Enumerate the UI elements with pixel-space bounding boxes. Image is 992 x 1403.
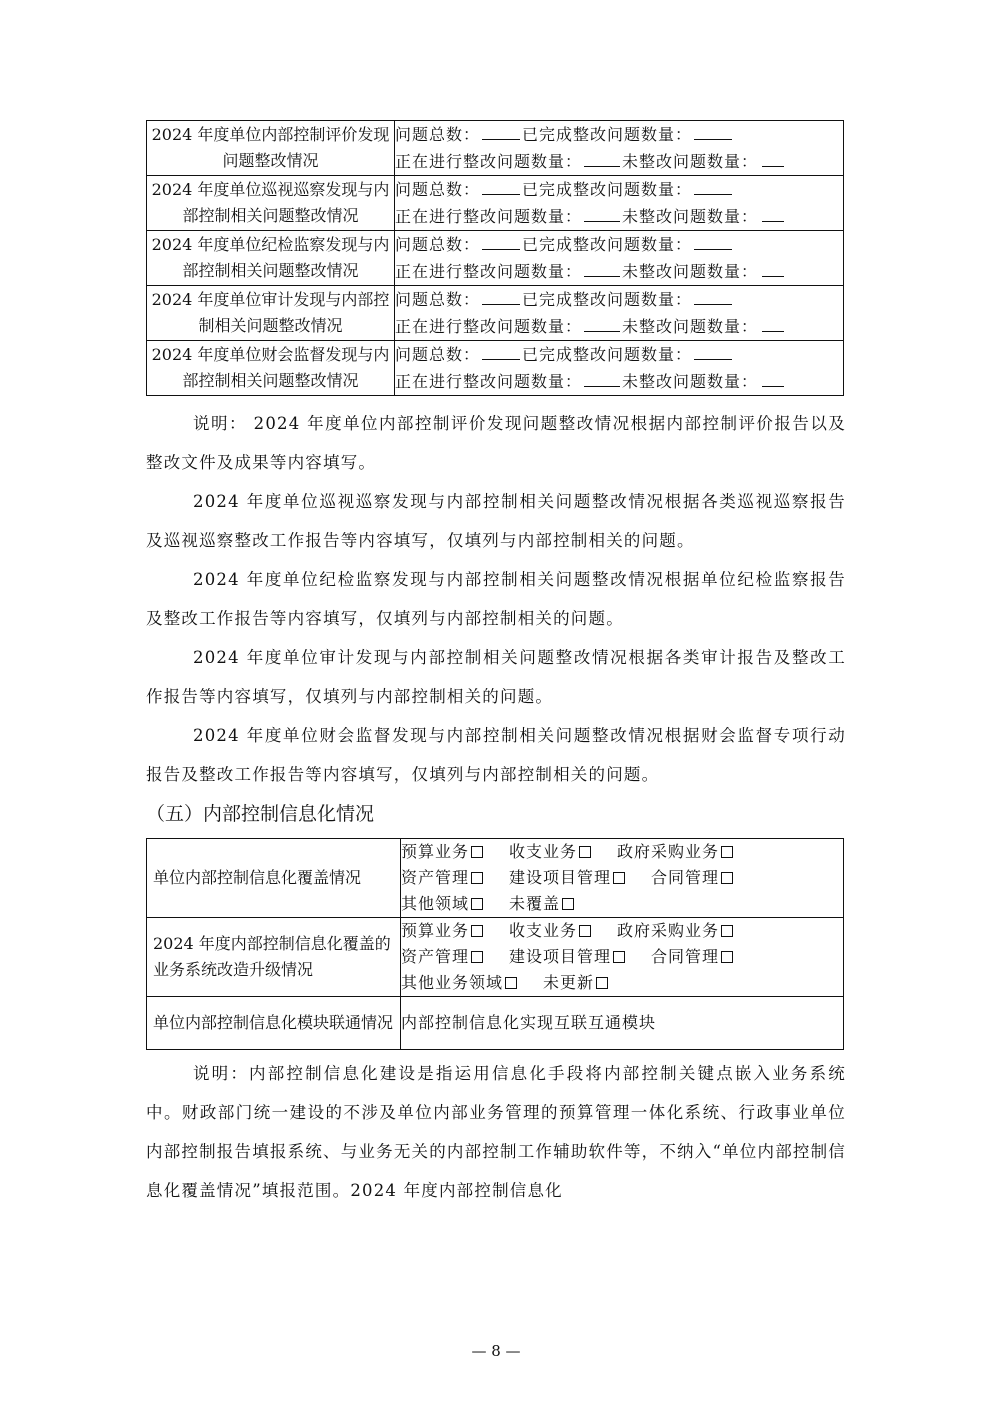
- row-label: 2024 年度单位审计发现与内部控制相关问题整改情况: [147, 286, 395, 341]
- total-blank[interactable]: [482, 341, 520, 360]
- option-label: 政府采购业务: [617, 842, 720, 861]
- note-paragraph-4: 2024 年度单位审计发现与内部控制相关问题整改情况根据各类审计报告及整改工作报告等内容填写，仅填列与内部控制相关的问题。: [146, 648, 846, 706]
- option-label: 建设项目管理: [509, 868, 612, 887]
- in-progress-label: 正在进行整改问题数量：: [395, 152, 583, 171]
- option-item[interactable]: [509, 842, 591, 861]
- not-rectified-blank[interactable]: [762, 313, 784, 332]
- checkbox[interactable]: [471, 898, 483, 910]
- total-label: 问题总数：: [395, 180, 481, 199]
- checkbox[interactable]: [613, 872, 625, 884]
- option-label: 未覆盖: [509, 894, 561, 913]
- table-row: [147, 231, 844, 286]
- option-item[interactable]: [401, 973, 517, 992]
- module-text: 内部控制信息化实现互联互通模块: [401, 997, 844, 1050]
- in-progress-label: 正在进行整改问题数量：: [395, 207, 583, 226]
- total-blank[interactable]: [482, 121, 520, 140]
- note-paragraph-5: 2024 年度单位财会监督发现与内部控制相关问题整改情况根据财会监督专项行动报告及整改工作报告等内容填写，仅填列与内部控制相关的问题。: [146, 726, 846, 784]
- total-blank[interactable]: [482, 286, 520, 305]
- row-label: 单位内部控制信息化覆盖情况: [147, 839, 401, 918]
- note-paragraph-3: 2024 年度单位纪检监察发现与内部控制相关问题整改情况根据单位纪检监察报告及整改工作报告等内容填写，仅填列与内部控制相关的问题。: [146, 570, 846, 628]
- options-cell: [401, 918, 844, 997]
- option-label: 收支业务: [509, 842, 578, 861]
- option-item[interactable]: [617, 921, 733, 940]
- not-rectified-label: 未整改问题数量：: [622, 152, 759, 171]
- note-paragraph-6: 说明：内部控制信息化建设是指运用信息化手段将内部控制关键点嵌入业务系统中。财政部门统一建设的不涉及单位内部业务管理的预算管理一体化系统、行政事业单位内部控制报告填报系统、与业务无关的内部控制工作辅助软件等，不纳入“单位内部控制信息化覆盖情况”填报范围。2024 年度内部控制信息化: [146, 1064, 846, 1200]
- total-label: 问题总数：: [395, 235, 481, 254]
- option-label: 预算业务: [401, 921, 470, 940]
- option-label: 资产管理: [401, 947, 470, 966]
- table-row: [147, 176, 844, 231]
- option-item[interactable]: [543, 973, 608, 992]
- in-progress-blank[interactable]: [584, 313, 620, 332]
- note-paragraph-1: 说明： 2024 年度单位内部控制评价发现问题整改情况根据内部控制评价报告以及整改文件及成果等内容填写。: [146, 414, 846, 472]
- table-row: [147, 918, 844, 997]
- checkbox[interactable]: [596, 977, 608, 989]
- section-heading: （五）内部控制信息化情况: [146, 803, 375, 825]
- informatization-table: [146, 838, 844, 1050]
- count-fields: [395, 231, 844, 286]
- checkbox[interactable]: [721, 872, 733, 884]
- option-item[interactable]: [509, 921, 591, 940]
- not-rectified-blank[interactable]: [762, 368, 784, 387]
- count-fields: [395, 341, 844, 396]
- completed-label: 已完成整改问题数量：: [522, 125, 693, 144]
- checkbox[interactable]: [471, 925, 483, 937]
- in-progress-label: 正在进行整改问题数量：: [395, 262, 583, 281]
- in-progress-blank[interactable]: [584, 203, 620, 222]
- rectification-table: [146, 120, 844, 396]
- completed-blank[interactable]: [694, 121, 732, 140]
- table-row: [147, 839, 844, 918]
- total-label: 问题总数：: [395, 290, 481, 309]
- in-progress-blank[interactable]: [584, 368, 620, 387]
- option-label: 其他领域: [401, 894, 470, 913]
- row-label: 2024 年度单位纪检监察发现与内部控制相关问题整改情况: [147, 231, 395, 286]
- option-label: 合同管理: [651, 868, 720, 887]
- completed-blank[interactable]: [694, 341, 732, 360]
- not-rectified-label: 未整改问题数量：: [622, 207, 759, 226]
- not-rectified-blank[interactable]: [762, 258, 784, 277]
- option-item[interactable]: [401, 947, 483, 966]
- total-label: 问题总数：: [395, 345, 481, 364]
- option-item[interactable]: [509, 868, 625, 887]
- checkbox[interactable]: [471, 872, 483, 884]
- option-label: 资产管理: [401, 868, 470, 887]
- checkbox[interactable]: [721, 846, 733, 858]
- completed-label: 已完成整改问题数量：: [522, 345, 693, 364]
- option-label: 预算业务: [401, 842, 470, 861]
- option-item[interactable]: [617, 842, 733, 861]
- option-item[interactable]: [509, 894, 574, 913]
- not-rectified-label: 未整改问题数量：: [622, 262, 759, 281]
- completed-label: 已完成整改问题数量：: [522, 290, 693, 309]
- document-page: [146, 120, 846, 1210]
- row-label: 2024 年度内部控制信息化覆盖的业务系统改造升级情况: [147, 918, 401, 997]
- option-label: 收支业务: [509, 921, 578, 940]
- page-number: — 8 —: [471, 1342, 521, 1360]
- completed-label: 已完成整改问题数量：: [522, 180, 693, 199]
- count-fields: [395, 176, 844, 231]
- table-row: [147, 286, 844, 341]
- option-label: 政府采购业务: [617, 921, 720, 940]
- row-label: 2024 年度单位财会监督发现与内部控制相关问题整改情况: [147, 341, 395, 396]
- row-label: 单位内部控制信息化模块联通情况: [147, 997, 401, 1050]
- count-fields: [395, 121, 844, 176]
- in-progress-label: 正在进行整改问题数量：: [395, 372, 583, 391]
- total-blank[interactable]: [482, 176, 520, 195]
- not-rectified-label: 未整改问题数量：: [622, 317, 759, 336]
- checkbox[interactable]: [579, 925, 591, 937]
- not-rectified-label: 未整改问题数量：: [622, 372, 759, 391]
- total-blank[interactable]: [482, 231, 520, 250]
- option-item[interactable]: [509, 947, 625, 966]
- option-item[interactable]: [401, 894, 483, 913]
- option-label: 其他业务领域: [401, 973, 504, 992]
- completed-blank[interactable]: [694, 176, 732, 195]
- option-label: 建设项目管理: [509, 947, 612, 966]
- options-cell: [401, 839, 844, 918]
- row-label: 2024 年度单位内部控制评价发现问题整改情况: [147, 121, 395, 176]
- not-rectified-blank[interactable]: [762, 148, 784, 167]
- row-label: 2024 年度单位巡视巡察发现与内部控制相关问题整改情况: [147, 176, 395, 231]
- option-label: 合同管理: [651, 947, 720, 966]
- checkbox[interactable]: [579, 846, 591, 858]
- table-row: [147, 341, 844, 396]
- in-progress-blank[interactable]: [584, 258, 620, 277]
- option-item[interactable]: [401, 842, 483, 861]
- table-row: [147, 997, 844, 1050]
- completed-blank[interactable]: [694, 286, 732, 305]
- table-row: [147, 121, 844, 176]
- completed-blank[interactable]: [694, 231, 732, 250]
- checkbox[interactable]: [471, 951, 483, 963]
- checkbox[interactable]: [721, 925, 733, 937]
- in-progress-label: 正在进行整改问题数量：: [395, 317, 583, 336]
- note-paragraph-2: 2024 年度单位巡视巡察发现与内部控制相关问题整改情况根据各类巡视巡察报告及巡视巡察整改工作报告等内容填写，仅填列与内部控制相关的问题。: [146, 492, 846, 550]
- option-item[interactable]: [401, 921, 483, 940]
- option-label: 未更新: [543, 973, 595, 992]
- in-progress-blank[interactable]: [584, 148, 620, 167]
- count-fields: [395, 286, 844, 341]
- completed-label: 已完成整改问题数量：: [522, 235, 693, 254]
- option-item[interactable]: [651, 868, 733, 887]
- checkbox[interactable]: [613, 951, 625, 963]
- checkbox[interactable]: [721, 951, 733, 963]
- checkbox[interactable]: [505, 977, 517, 989]
- option-item[interactable]: [651, 947, 733, 966]
- checkbox[interactable]: [471, 846, 483, 858]
- not-rectified-blank[interactable]: [762, 203, 784, 222]
- checkbox[interactable]: [562, 898, 574, 910]
- option-item[interactable]: [401, 868, 483, 887]
- total-label: 问题总数：: [395, 125, 481, 144]
